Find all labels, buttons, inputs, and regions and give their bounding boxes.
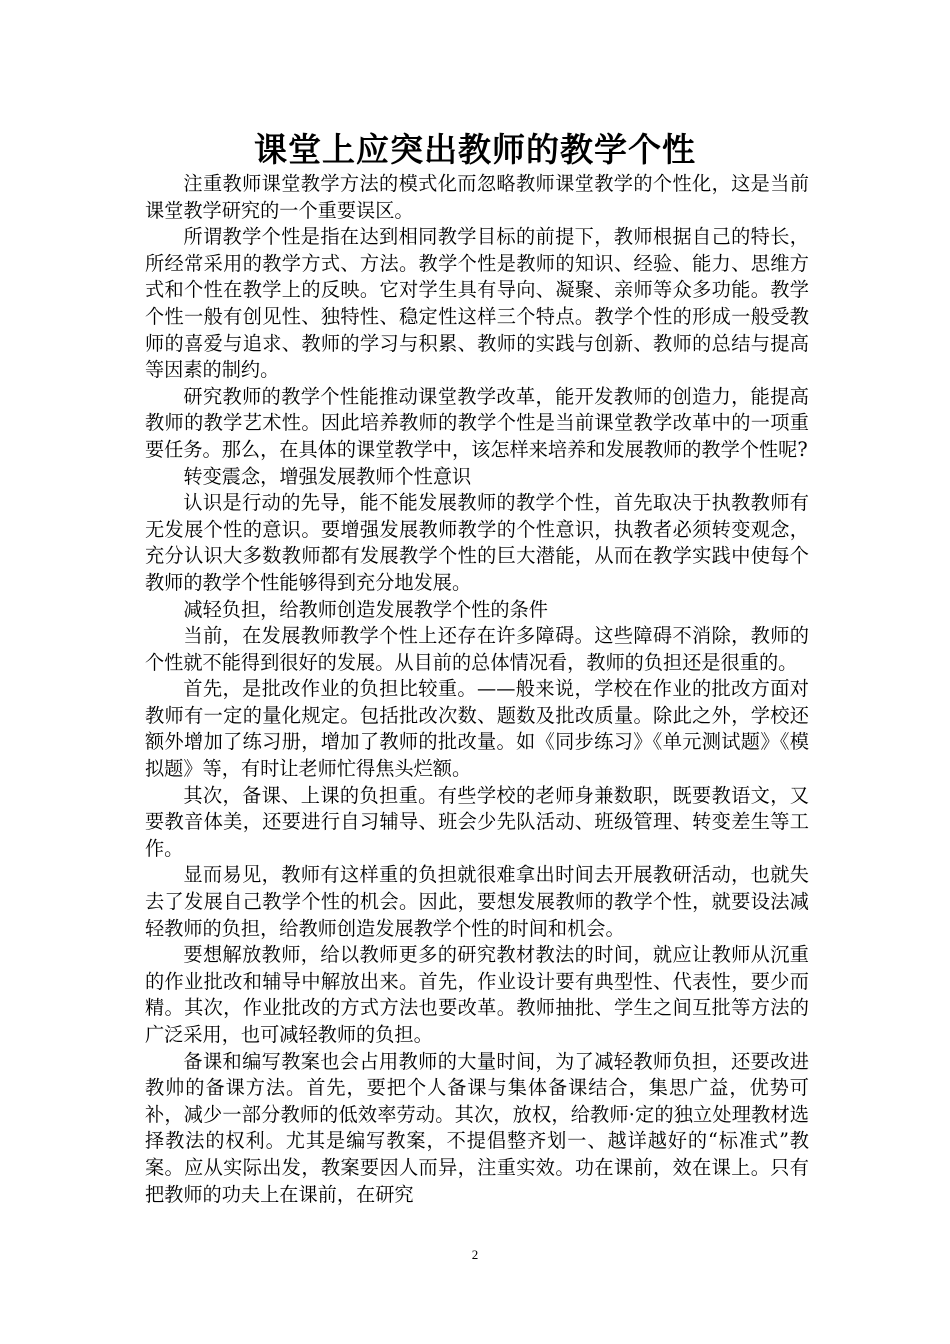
paragraph: 备课和编写教案也会占用教师的大量时间，为了减轻教师负担，还要改进教帅的备课方法。首先，要把个人备课与集体备课结合，集思广益，优势可补，减少一部分教师的低效率劳动。其次，放权，给教师·定的独立处理教材选择教法的权利。尤其是编写教案，不提倡整齐划一、越详越好的“标准式”教案。应从实际出发，教案要因人而异，注重实效。功在课前，效在课上。只有把教师的功夫上在课前，在研究 [145, 1049, 809, 1206]
document-title: 课堂上应突出教师的教学个性 [254, 130, 696, 169]
paragraph: 要想解放教师，给以教师更多的研究教材教法的时间，就应让教师从沉重的作业批改和辅导中解放出来。首先，作业设计要有典型性、代表性，要少而精。其次，作业批改的方式方法也要改革。教师抽批、学生之间互批等方法的广泛采用，也可减轻教师的负担。 [145, 943, 809, 1046]
paragraph: 首先，是批改作业的负担比较重。——般来说，学校在作业的批改方面对教师有一定的量化规定。包括批改次数、题数及批改质量。除此之外，学校还额外增加了练习册，增加了教师的批改量。如《同步练习》《单元测试题》《模拟题》等，有时让老师忙得焦头烂额。 [145, 677, 809, 781]
paragraph: 所谓教学个性是指在达到相同教学目标的前提下，教师根据自己的特长，所经常采用的教学方式、方法。教学个性是教师的知识、经验、能力、思维方式和个性在教学上的反映。它对学生具有导向、凝聚、亲师等众多功能。教学个性一般有创见性、独特性、稳定性这样三个特点。教学个性的形成一般受教师的喜爱与追求、教师的学习与积累、教师的实践与创新、教师的总结与提高等因素的制约。 [145, 225, 809, 382]
paragraph: 当前，在发展教师教学个性上还存在许多障碍。这些障碍不消除，教师的个性就不能得到很好的发展。从目前的总体情况看，教师的负担还是很重的。 [145, 624, 809, 674]
section-heading: 转变震念，增强发展教师个性意识 [183, 464, 472, 488]
paragraph: 显而易见，教师有这样重的负担就很难拿出时间去开展教研活动，也就失去了发展自己教学个性的机会。因此，要想发展教师的教学个性，就要设法减轻教师的负担，给教师创造发展教学个性的时间和机会。 [145, 863, 809, 940]
section-heading: 减轻负担，给教师创造发展教学个性的条件 [183, 597, 548, 621]
paragraph: 研究教师的教学个性能推动课堂教学改革，能开发教师的创造力，能提高教师的教学艺术性。因此培养教师的教学个性是当前课堂教学改革中的一项重要任务。那么，在具体的课堂教学中，该怎样来培养和发展教师的教学个性呢? [145, 384, 809, 461]
paragraph: 注重教师课堂教学方法的模式化而忽略教师课堂教学的个性化，这是当前课堂教学研究的一个重要误区。 [145, 172, 809, 222]
document-body [145, 171, 809, 1208]
page-number: 2 [471, 1247, 479, 1262]
paragraph: 认识是行动的先导，能不能发展教师的教学个性，首先取决于执教教师有无发展个性的意识。要增强发展教师教学的个性意识，执教者必须转变观念，充分认识大多数教师都有发展教学个性的巨大潜能，从而在教学实践中使每个教师的教学个性能够得到充分地发展。 [145, 491, 809, 594]
paragraph: 其次，备课、上课的负担重。有些学校的老师身兼数职，既要教语文，又要教音体美，还要进行自习辅导、班会少先队活动、班级管理、转变差生等工作。 [145, 783, 809, 860]
